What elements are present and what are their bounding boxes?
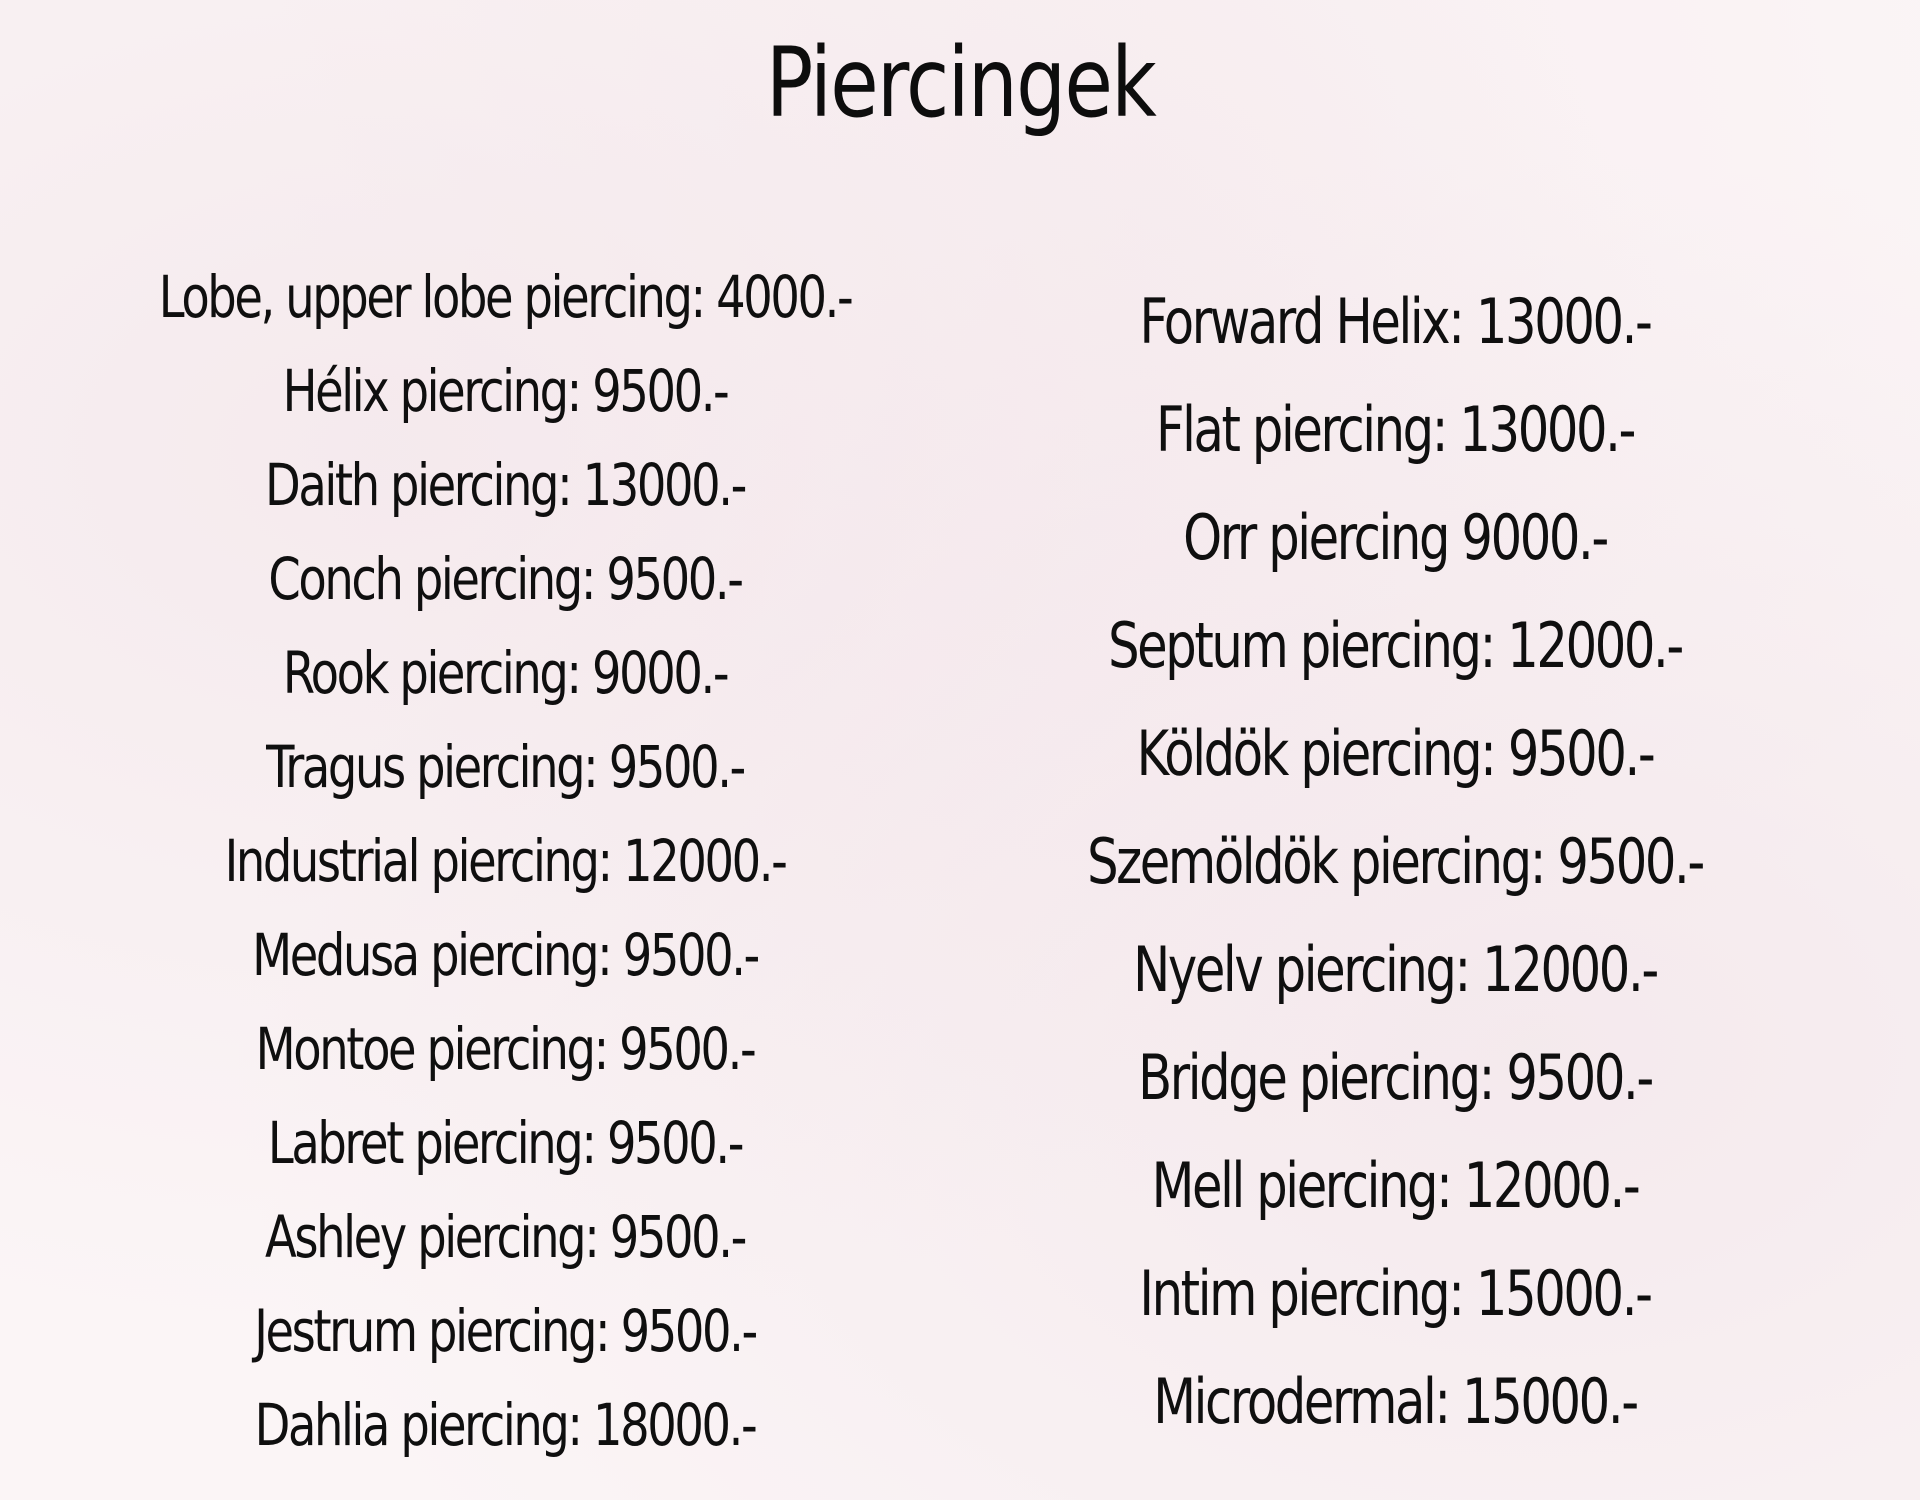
price-item: Daith piercing: 13000.- (265, 451, 745, 519)
price-item: Rook piercing: 9000.- (282, 639, 728, 707)
price-item: Conch piercing: 9500.- (268, 545, 742, 613)
price-item: Forward Helix: 13000.- (1139, 285, 1651, 358)
price-item: Dahlia piercing: 18000.- (254, 1391, 756, 1459)
price-item: Medusa piercing: 9500.- (252, 921, 758, 989)
price-item: Orr piercing 9000.- (1183, 501, 1607, 574)
price-item: Jestrum piercing: 9500.- (254, 1297, 756, 1365)
price-list-left (60, 250, 950, 1472)
price-item: Intim piercing: 15000.- (1139, 1257, 1651, 1330)
price-item: Septum piercing: 12000.- (1108, 609, 1682, 682)
price-item: Köldök piercing: 9500.- (1136, 717, 1654, 790)
price-item: Mell piercing: 12000.- (1151, 1149, 1639, 1222)
page-title: Piercingek (765, 27, 1156, 139)
price-item: Nyelv piercing: 12000.- (1133, 933, 1657, 1006)
price-list-right (950, 268, 1840, 1456)
price-item: Ashley piercing: 9500.- (265, 1203, 745, 1271)
price-item: Bridge piercing: 9500.- (1138, 1041, 1652, 1114)
price-item: Szemöldök piercing: 9500.- (1087, 825, 1703, 898)
price-item: Tragus piercing: 9500.- (266, 733, 744, 801)
price-item: Microdermal: 15000.- (1153, 1365, 1637, 1438)
price-item: Labret piercing: 9500.- (267, 1109, 743, 1177)
price-item: Hélix piercing: 9500.- (282, 357, 728, 425)
price-item: Lobe, upper lobe piercing: 4000.- (158, 263, 852, 331)
price-item: Flat piercing: 13000.- (1155, 393, 1635, 466)
price-item: Industrial piercing: 12000.- (224, 827, 786, 895)
price-item: Montoe piercing: 9500.- (255, 1015, 755, 1083)
